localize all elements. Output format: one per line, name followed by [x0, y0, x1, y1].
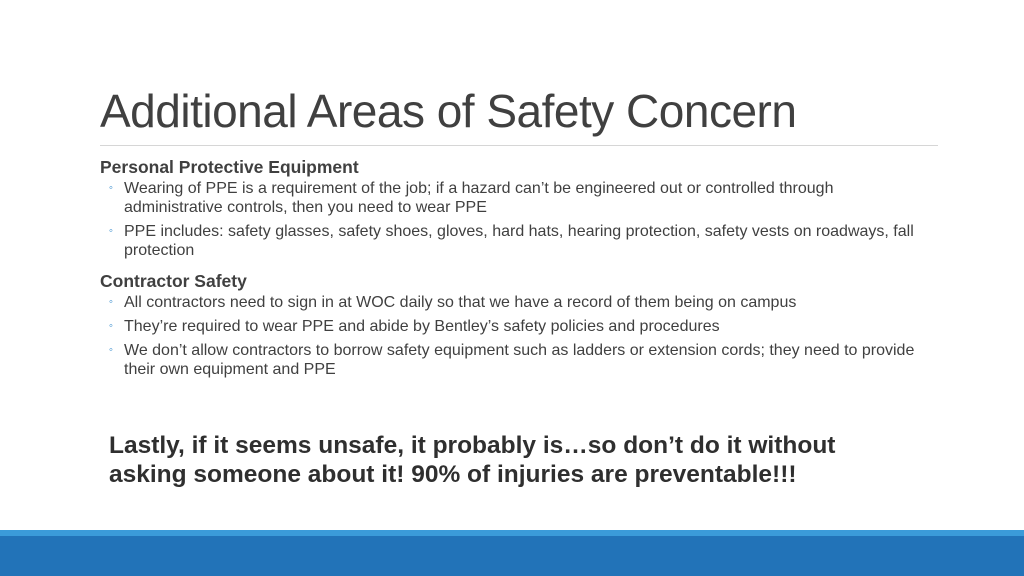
section-contractor-safety [100, 270, 930, 379]
bullet-list [100, 179, 930, 260]
slide-content [100, 156, 930, 384]
list-item [100, 317, 930, 336]
bullet-text: They’re required to wear PPE and abide by Bentley’s safety policies and procedures [124, 318, 720, 335]
bullet-text: All contractors need to sign in at WOC daily so that we have a record of them being on campus [124, 294, 797, 311]
bullet-text: Wearing of PPE is a requirement of the job; if a hazard can’t be engineered out or controlled through administrative controls, then you need to wear PPE [124, 180, 834, 216]
list-item [100, 179, 930, 217]
bullet-marker-icon: ◦ [109, 320, 113, 332]
list-item [100, 222, 930, 260]
bullet-marker-icon: ◦ [109, 296, 113, 308]
bullet-marker-icon: ◦ [109, 225, 113, 237]
bullet-list [100, 293, 930, 379]
bullet-text: We don’t allow contractors to borrow safety equipment such as ladders or extension cords; they need to provide their own equipment and PPE [124, 342, 915, 378]
bullet-text: PPE includes: safety glasses, safety shoes, gloves, hard hats, hearing protection, safety vests on roadways, fall protection [124, 223, 914, 259]
closing-statement: Lastly, if it seems unsafe, it probably is…so don’t do it without asking someone about it! 90% of injuries are preventable!!! [109, 432, 836, 488]
footer-band [0, 536, 1024, 576]
list-item [100, 293, 930, 312]
list-item [100, 341, 930, 379]
slide-title: Additional Areas of Safety Concern [100, 85, 797, 137]
section-ppe [100, 156, 930, 260]
bullet-marker-icon: ◦ [109, 182, 113, 194]
bullet-marker-icon: ◦ [109, 344, 113, 356]
title-divider [100, 145, 938, 146]
section-heading: Contractor Safety [100, 271, 247, 291]
section-heading: Personal Protective Equipment [100, 157, 359, 177]
